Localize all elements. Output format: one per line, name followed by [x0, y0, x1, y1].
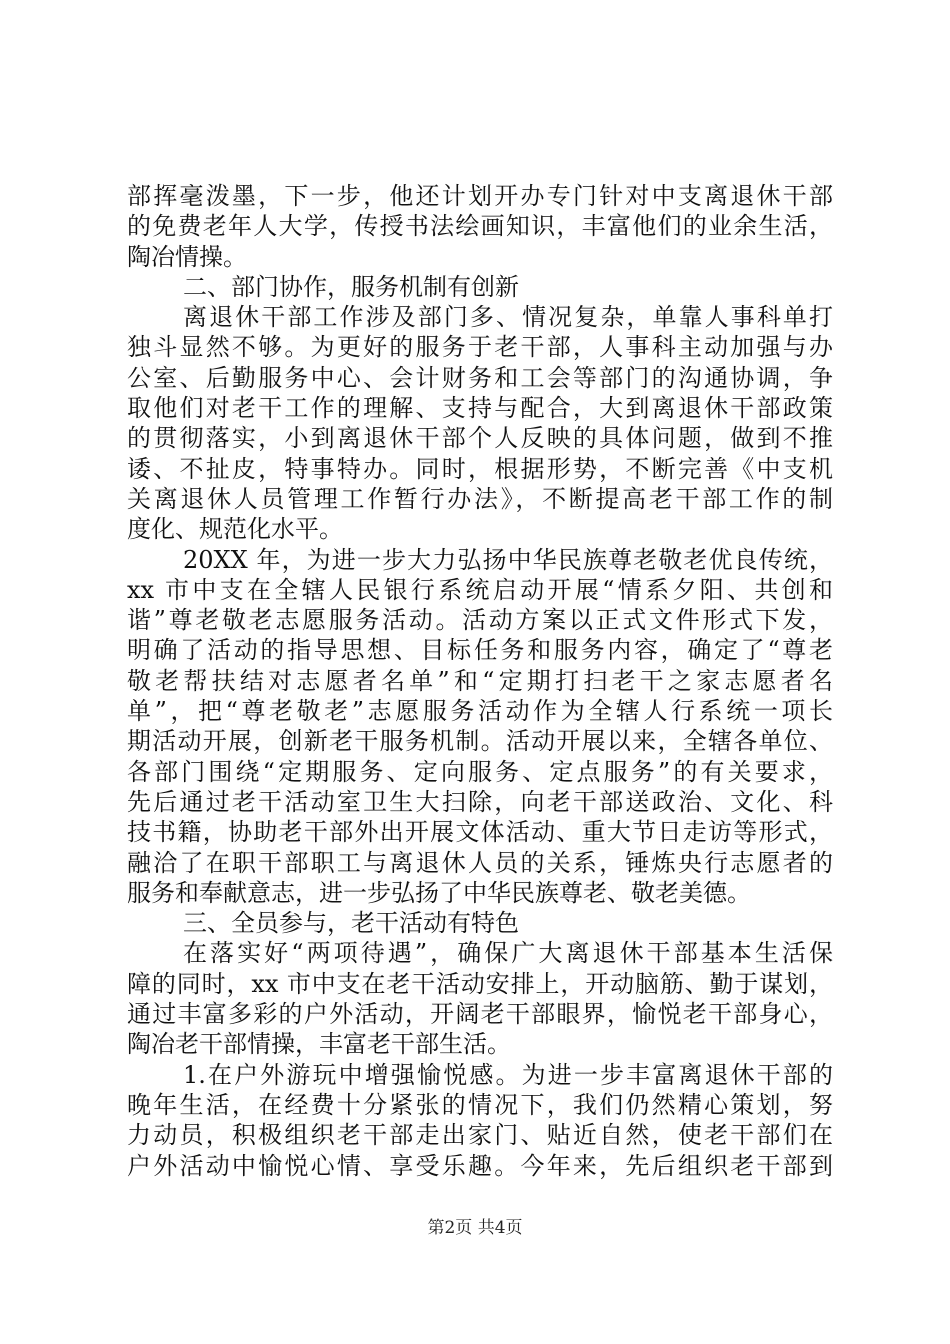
text-line: 通过丰富多彩的户外活动，开阔老干部眼界，愉悦老干部身心， [127, 1000, 833, 1029]
text-line: 1.在户外游玩中增强愉悦感。为进一步丰富离退休干部的 [183, 1060, 833, 1089]
heading-line: 三、全员参与，老干活动有特色 [183, 909, 519, 938]
text-line: 诿、不扯皮，特事特办。同时，根据形势，不断完善《中支机 [127, 454, 833, 483]
text-line: 离退休干部工作涉及部门多、情况复杂，单靠人事科单打 [183, 303, 833, 332]
section-heading [127, 272, 833, 302]
text-line: 先后通过老干活动室卫生大扫除，向老干部送政治、文化、科 [127, 787, 833, 816]
text-line: 陶冶老干部情操，丰富老干部生活。 [127, 1030, 511, 1059]
text-line: 技书籍，协助老干部外出开展文体活动、重大节日走访等形式， [127, 818, 833, 847]
text-line: 单”，把“尊老敬老”志愿服务活动作为全辖人行系统一项长 [127, 697, 833, 726]
text-line: 融洽了在职干部职工与离退休人员的关系，锤炼央行志愿者的 [127, 848, 833, 877]
paragraph [127, 545, 833, 909]
text-line: 晚年生活，在经费十分紧张的情况下，我们仍然精心策划，努 [127, 1090, 833, 1119]
text-line: 20XX 年，为进一步大力弘扬中华民族尊老敬老优良传统， [183, 545, 833, 574]
text-line: 在落实好“两项待遇”，确保广大离退休干部基本生活保 [183, 939, 833, 968]
paragraph [127, 1060, 833, 1181]
document-body [127, 181, 833, 1181]
text-line: 度化、规范化水平。 [127, 515, 343, 544]
text-line: 部挥毫泼墨，下一步，他还计划开办专门针对中支离退休干部 [127, 182, 833, 210]
text-line: 独斗显然不够。为更好的服务于老干部，人事科主动加强与办 [127, 333, 833, 362]
text-line: 障的同时，xx 市中支在老干活动安排上，开动脑筋、勤于谋划， [127, 969, 833, 998]
text-line: 谐”尊老敬老志愿服务活动。活动方案以正式文件形式下发， [127, 606, 833, 635]
page-footer: 第2页 共4页 [427, 1218, 523, 1238]
text-line: 的贯彻落实，小到离退休干部个人反映的具体问题，做到不推 [127, 424, 833, 453]
paragraph [127, 181, 833, 272]
text-line: 明确了活动的指导思想、目标任务和服务内容，确定了“尊老 [127, 636, 833, 665]
text-line: 关离退休人员管理工作暂行办法》，不断提高老干部工作的制 [127, 484, 833, 513]
text-line: 各部门围绕“定期服务、定向服务、定点服务”的有关要求， [127, 757, 833, 786]
text-line: 陶冶情操。 [127, 242, 247, 271]
text-line: xx 市中支在全辖人民银行系统启动开展“情系夕阳、共创和 [127, 575, 833, 604]
text-line: 服务和奉献意志，进一步弘扬了中华民族尊老、敬老美德。 [127, 878, 751, 907]
text-line: 期活动开展，创新老干服务机制。活动开展以来，全辖各单位、 [127, 727, 833, 756]
text-line: 的免费老年人大学，传授书法绘画知识，丰富他们的业余生活， [127, 212, 833, 241]
text-line: 力动员，积极组织老干部走出家门、贴近自然，使老干部们在 [127, 1121, 833, 1150]
section-heading [127, 908, 833, 938]
text-line: 敬老帮扶结对志愿者名单”和“定期打扫老干之家志愿者名 [127, 666, 833, 695]
paragraph [127, 938, 833, 1059]
text-line: 户外活动中愉悦心情、享受乐趣。今年来，先后组织老干部到 [127, 1151, 833, 1180]
text-line: 取他们对老干工作的理解、支持与配合，大到离退休干部政策 [127, 394, 833, 423]
text-line: 公室、后勤服务中心、会计财务和工会等部门的沟通协调，争 [127, 363, 833, 392]
heading-line: 二、部门协作，服务机制有创新 [183, 272, 519, 301]
paragraph [127, 302, 833, 544]
